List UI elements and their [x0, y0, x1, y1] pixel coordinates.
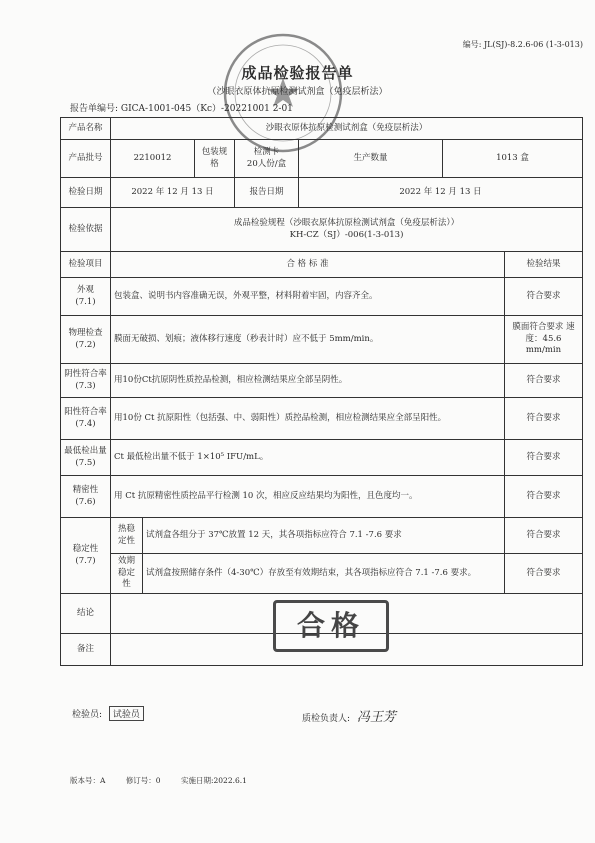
result-header: 检验结果 [505, 252, 583, 278]
item-result: 符合要求 [505, 476, 583, 518]
document-number: 编号: JL(SJ)-8.2.6-06 (1-3-013) [462, 40, 583, 49]
stability-sub2-standard: 试剂盒按照储存条件（4-30℃）存放至有效期结束，其各项指标应符合 7.1 -7.6 要求。 [143, 554, 505, 594]
item-result: 膜面符合要求 速度：45.6 mm/min [505, 316, 583, 364]
item-header: 检验项目 [61, 252, 111, 278]
qa-manager [302, 706, 396, 725]
standard-header: 合 格 标 准 [111, 252, 505, 278]
item-name: 物理检查 (7.2) [61, 316, 111, 364]
report-number [70, 101, 293, 114]
remark-label: 备注 [61, 634, 111, 666]
row-dates [61, 178, 583, 208]
stability-sub1-result: 符合要求 [505, 518, 583, 554]
report-number-value: GICA-1001-045（Kc）-20221001 2-01 [120, 104, 293, 114]
table-row [61, 440, 583, 476]
item-standard: 用10份Ct抗原阴性质控品检测，相应检测结果应全部呈阴性。 [111, 364, 505, 398]
inspector-stamp: 试验员 [109, 706, 144, 721]
item-result: 符合要求 [505, 364, 583, 398]
item-result: 符合要求 [505, 278, 583, 316]
pack-value [235, 140, 299, 178]
pack-spec: 20人份/盒 [246, 158, 287, 169]
report-date-value: 2022 年 12 月 13 日 [299, 178, 583, 208]
qualified-stamp: 合格 [273, 600, 389, 652]
basis-label: 检验依据 [61, 208, 111, 252]
footer-version: 版本号：A [70, 776, 106, 785]
report-title: 成品检验报告单 [241, 64, 354, 82]
inspection-table [60, 117, 583, 666]
qty-label: 生产数量 [299, 140, 443, 178]
item-name: 阴性符合率 (7.3) [61, 364, 111, 398]
item-result: 符合要求 [505, 440, 583, 476]
row-basis [61, 208, 583, 252]
item-standard: 膜面无破损、划痕；液体移行速度（秒表计时）应不低于 5mm/min。 [111, 316, 505, 364]
item-name: 外观 (7.1) [61, 278, 111, 316]
pack-label: 包装规格 [195, 140, 235, 178]
footer [70, 775, 265, 786]
stability-sub1-standard: 试剂盒各组分于 37℃放置 12 天，其各项指标应符合 7.1 -7.6 要求 [143, 518, 505, 554]
conclusion-label: 结论 [61, 594, 111, 634]
report-date-label: 报告日期 [235, 178, 299, 208]
item-name: 精密性 (7.6) [61, 476, 111, 518]
table-row-stability-1 [61, 518, 583, 554]
table-row-stability-2 [61, 554, 583, 594]
basis-line-1: 成品检验规程（沙眼衣原体抗原检测试剂盒（免疫层析法）） [233, 218, 460, 229]
pack-prefix: 检测卡 [253, 147, 280, 158]
item-name: 最低检出量 (7.5) [61, 440, 111, 476]
table-row [61, 316, 583, 364]
item-result: 符合要求 [505, 398, 583, 440]
item-standard: 用10份 Ct 抗原阳性（包括强、中、弱阳性）质控品检测，相应检测结果应全部呈阳性。 [111, 398, 505, 440]
inspector [72, 706, 144, 721]
item-standard: Ct 最低检出量不低于 1×10⁵ IFU/mL。 [111, 440, 505, 476]
basis-value [111, 208, 583, 252]
report-subtitle: （沙眼衣原体抗原检测试剂盒（免疫层析法） [207, 87, 388, 97]
table-row [61, 364, 583, 398]
inspect-date-value: 2022 年 12 月 13 日 [111, 178, 235, 208]
inspect-date-label: 检验日期 [61, 178, 111, 208]
batch-label: 产品批号 [61, 140, 111, 178]
item-standard: 用 Ct 抗原精密性质控品平行检测 10 次，相应反应结果均为阳性，且色度均一。 [111, 476, 505, 518]
stability-sub2-result: 符合要求 [505, 554, 583, 594]
table-row [61, 476, 583, 518]
product-name-value: 沙眼衣原体抗原检测试剂盒（免疫层析法） [111, 118, 583, 140]
row-batch [61, 140, 583, 178]
inspector-label: 检验员: [72, 710, 103, 720]
footer-revision: 修订号：0 [125, 776, 161, 785]
footer-date: 实施日期:2022.6.1 [180, 776, 247, 785]
qa-label: 质检负责人: [302, 714, 351, 724]
qa-signature: 冯王芳 [356, 710, 396, 725]
product-name-label: 产品名称 [61, 118, 111, 140]
stability-sub2-label: 效期稳定性 [111, 554, 143, 594]
stability-sub1-label: 热稳定性 [111, 518, 143, 554]
item-name: 阳性符合率 (7.4) [61, 398, 111, 440]
row-product-name [61, 118, 583, 140]
report-number-label: 报告单编号: [70, 104, 119, 114]
item-standard: 包装盒、说明书内容准确无误，外观平整，材料附着牢固，内容齐全。 [111, 278, 505, 316]
basis-line-2: KH-CZ（SJ）-006(1-3-013) [289, 229, 404, 240]
batch-value: 2210012 [111, 140, 195, 178]
table-row [61, 278, 583, 316]
table-row [61, 398, 583, 440]
stability-name: 稳定性 (7.7) [61, 518, 111, 594]
row-header [61, 252, 583, 278]
qty-value: 1013 盒 [443, 140, 583, 178]
